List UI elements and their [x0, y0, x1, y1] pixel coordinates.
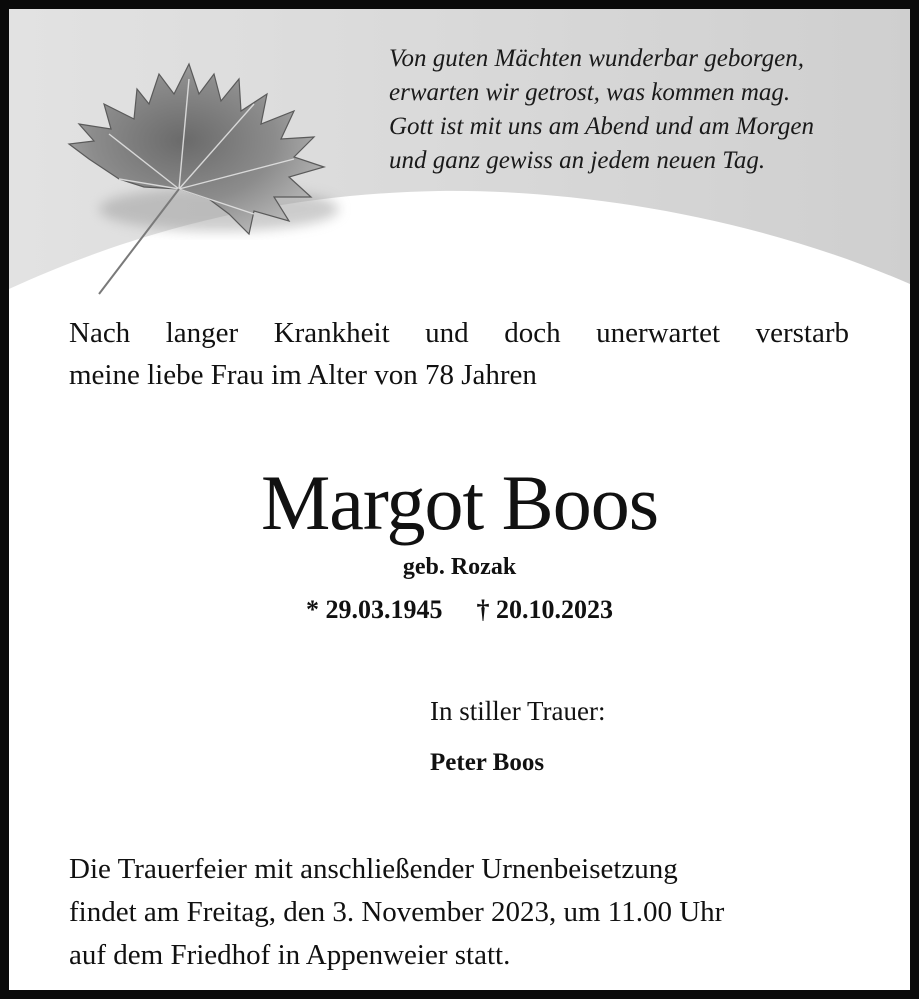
maple-leaf-icon	[49, 49, 369, 309]
life-dates	[9, 594, 910, 626]
death-date: † 20.10.2023	[476, 595, 613, 624]
intro-line-1: Nach langer Krankheit und doch unerwartet verstarb	[69, 317, 849, 349]
funeral-line: auf dem Friedhof in Appenweier statt.	[69, 939, 511, 971]
intro-text	[69, 312, 849, 396]
poem-line: erwarten wir getrost, was kommen mag.	[389, 79, 791, 106]
funeral-line: Die Trauerfeier mit anschließender Urnenbeisetzung	[69, 853, 678, 885]
funeral-info	[69, 848, 869, 977]
poem-line: Gott ist mit uns am Abend und am Morgen	[389, 113, 814, 140]
mourner-name: Peter Boos	[430, 749, 545, 776]
maiden-name: geb. Rozak	[402, 554, 517, 580]
intro-line-2: meine liebe Frau im Alter von 78 Jahren	[69, 359, 537, 391]
deceased-name: Margot Boos	[260, 459, 659, 546]
poem-line: Von guten Mächten wunderbar geborgen,	[389, 45, 804, 72]
funeral-line: findet am Freitag, den 3. November 2023, um 11.00 Uhr	[69, 896, 725, 928]
birth-date: * 29.03.1945	[306, 595, 443, 624]
poem	[389, 42, 889, 178]
mourning-label: In stiller Trauer:	[430, 696, 606, 726]
poem-line: und ganz gewiss an jedem neuen Tag.	[389, 147, 766, 174]
